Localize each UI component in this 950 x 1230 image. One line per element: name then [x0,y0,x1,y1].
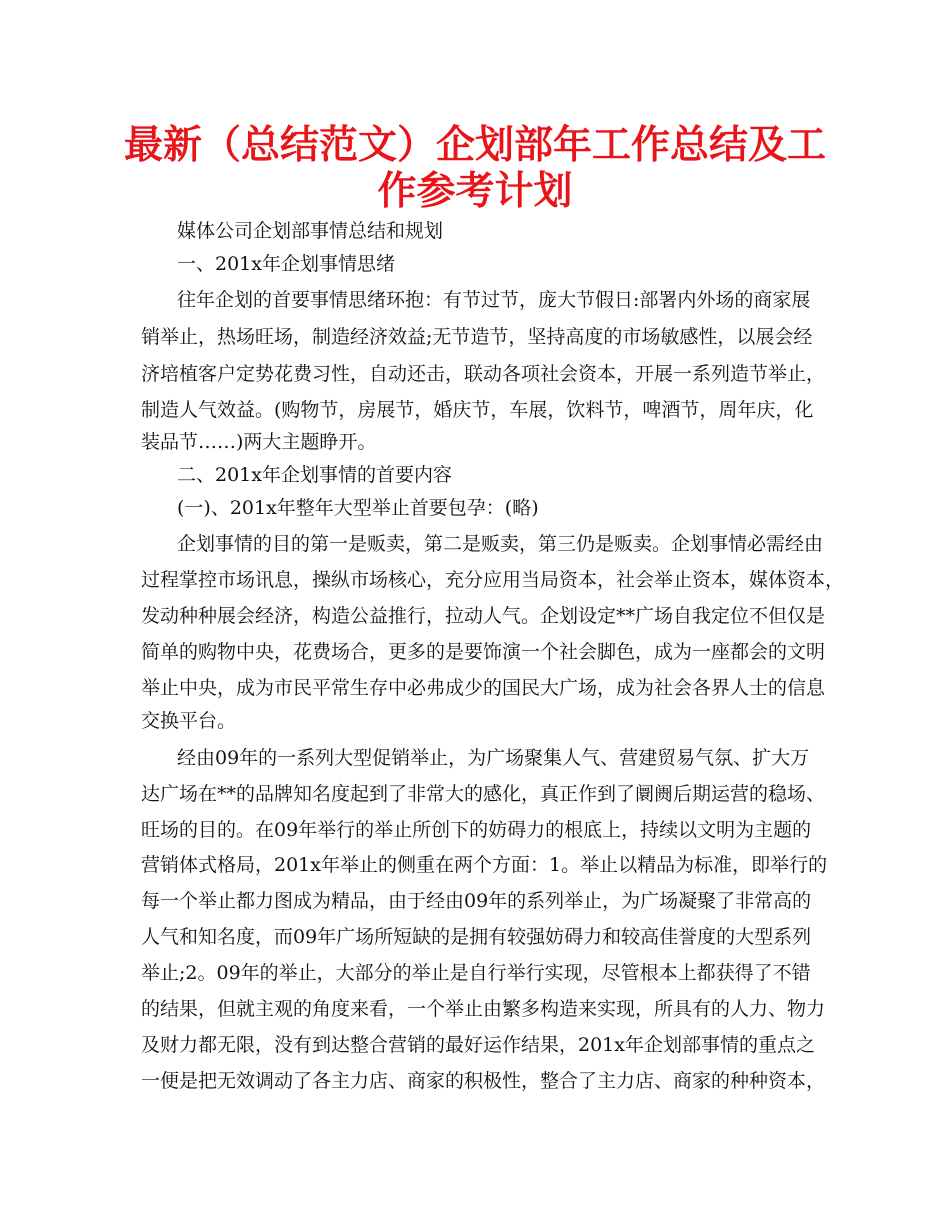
document-title-line-1: 最新（总结范文）企划部年工作总结及工 [123,123,826,168]
paragraph-line: 达广场在**的品牌知名度起到了非常大的感化，真正作到了阛阓后期运营的稳场、 [141,783,826,805]
paragraph-line: 营销体式格局，201x年举止的侧重在两个方面：1。举止以精品为标准，即举行的 [141,854,828,876]
paragraph-line: 制造人气效益。(购物节，房展节，婚庆节，车展，饮料节，啤酒节，周年庆，化 [141,399,814,421]
section-heading: 一、201x年企划事情思绪 [177,253,395,275]
section-heading: 二、201x年企划事情的首要内容 [177,464,452,486]
paragraph-line: 经由09年的一系列大型促销举止，为广场聚集人气、营建贸易气氛、扩大万 [177,747,810,769]
paragraph-line: 济培植客户定势花费习性，自动还击，联动各项社会资本，开展一系列造节举止， [141,363,826,385]
document-title-line-2: 作参考计划 [377,169,573,214]
paragraph-line: 装品节……)两大主题睁开。 [141,431,377,453]
paragraph-line: 销举止，热场旺场，制造经济效益;无节造节，坚持高度的市场敏感性，以展会经 [141,326,813,348]
paragraph-line: 一便是把无效调动了各主力店、商家的积极性，整合了主力店、商家的种种资本， [141,1070,826,1092]
paragraph-line: 简单的购物中央，花费场合，更多的是要饰演一个社会脚色，成为一座都会的文明 [141,641,826,663]
paragraph-line: 交换平台。 [141,710,237,732]
paragraph-line: 过程掌控市场讯息，操纵市场核心，充分应用当局资本，社会举止资本，媒体资本， [141,569,845,591]
paragraph-line: 发动种种展会经济，构造公益推行，拉动人气。企划设定**广场自我定位不但仅是 [141,605,826,627]
paragraph-line: 企划事情的目的第一是贩卖，第二是贩卖，第三仍是贩卖。企划事情必需经由 [177,533,824,555]
paragraph-line: 每一个举止都力图成为精品，由于经由09年的系列举止，为广场凝聚了非常高的 [141,890,812,912]
paragraph-line: 及财力都无限，没有到达整合营销的最好运作结果，201x年企划部事情的重点之 [141,1034,815,1056]
paragraph-line: 举止;2。09年的举止，大部分的举止是自行举行实现，尽管根本上都获得了不错 [141,962,811,984]
paragraph-line: 的结果，但就主观的角度来看，一个举止由繁多构造来实现，所具有的人力、物力 [141,998,826,1020]
section-heading: 媒体公司企划部事情总结和规划 [177,220,444,242]
section-heading: (一)、201x年整年大型举止首要包孕：(略) [177,497,539,519]
paragraph-line: 旺场的目的。在09年举行的举止所创下的妨碍力的根底上，持续以文明为主题的 [141,819,812,841]
paragraph-line: 往年企划的首要事情思绪环抱：有节过节，庞大节假日:部署内外场的商家展 [177,289,811,311]
paragraph-line: 人气和知名度，而09年广场所短缺的是拥有较强妨碍力和较高佳誉度的大型系列 [141,926,812,948]
paragraph-line: 举止中央，成为市民平常生存中必弗成少的国民大广场，成为社会各界人士的信息 [141,677,826,699]
